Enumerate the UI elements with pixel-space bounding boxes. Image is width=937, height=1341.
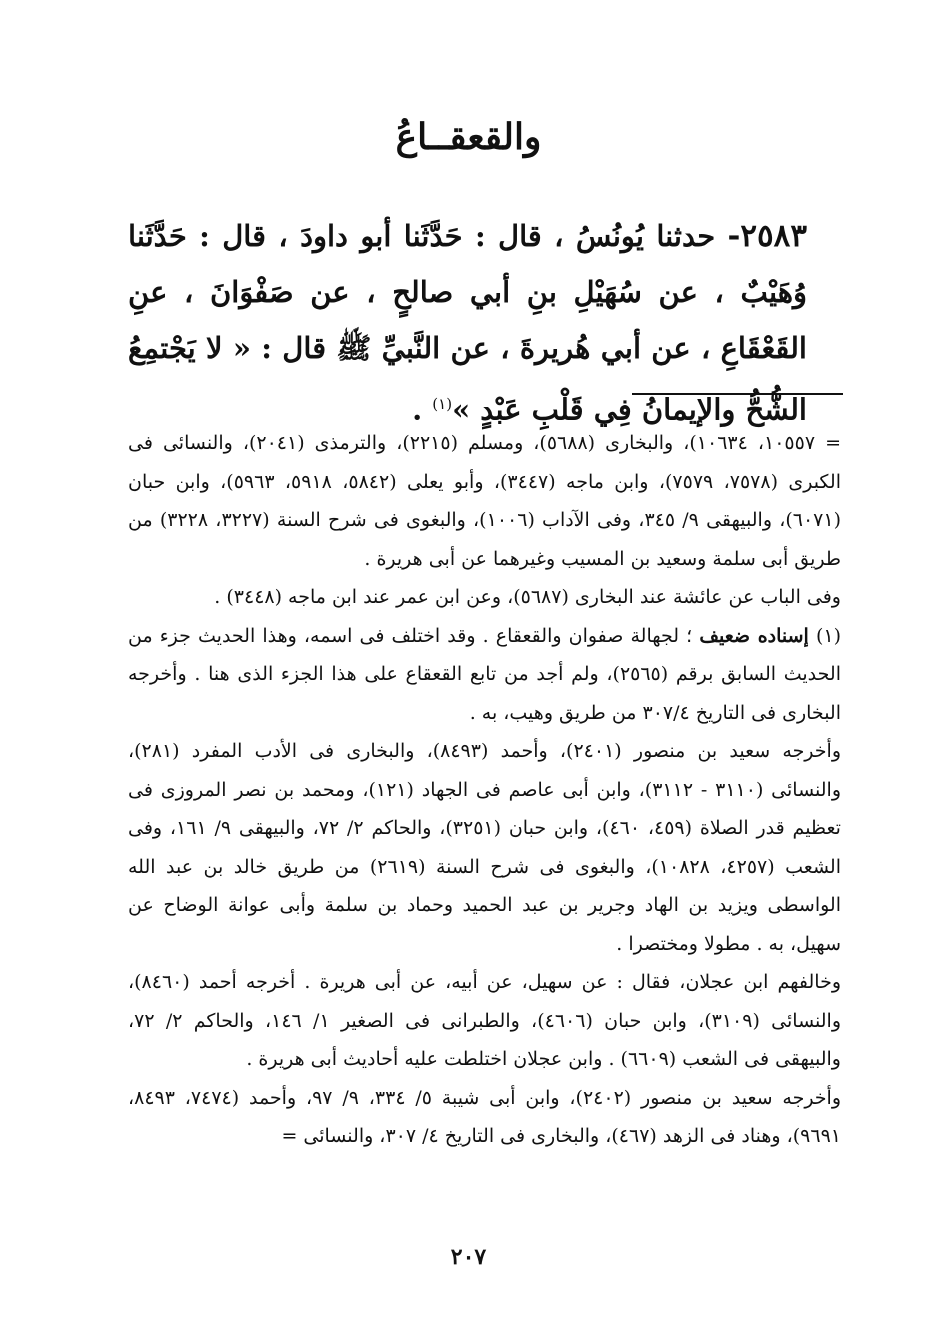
footnotes-section: [128, 424, 841, 1156]
hadith-number: ٢٥٨٣-: [727, 218, 807, 254]
hadith-text-block: [128, 208, 807, 438]
footnote-1-number: (١): [815, 624, 842, 647]
footnote-separator-line: [632, 393, 843, 395]
section-heading: والقعقــاعُ: [395, 116, 542, 158]
hadith-end-punctuation: .: [412, 392, 433, 427]
page-number: ٢٠٧: [450, 1244, 487, 1270]
footnote-paragraph-disagreement: وخالفهم ابن عجلان، فقال : عن سهيل، عن أبيه، عن أبى هريرة . أخرجه أحمد (٨٤٦٠)، والنسائى (٣١٠٩)، وابن حبان (٤٦٠٦)، والطبرانى فى الصغير ١/ ١٤٦، والحاكم ٢/ ٧٢، والبيهقى فى الشعب (٦٦٠٩) . وابن عجلان اختلطت عليه أحاديث أبى هريرة .: [128, 971, 841, 1070]
footnote-paragraph-continues: وأخرجه سعيد بن منصور (٢٤٠٢)، وابن أبى شيبة ٥/ ٣٣٤، ٩/ ٩٧، وأحمد (٧٤٧٤، ٨٤٩٣، ٩٦٩١)، وهناد فى الزهد (٤٦٧)، والبخارى فى التاريخ ٤/ ٣٠٧، والنسائى =: [128, 1086, 842, 1147]
footnote-paragraph-related-chapter: وفى الباب عن عائشة عند البخارى (٥٦٨٧)، وعن ابن عمر عند ابن ماجه (٣٤٤٨) .: [214, 586, 841, 608]
footnote-marker: (١): [432, 395, 453, 413]
hadith-text: حدثنا يُونُسُ ، قال : حَدَّثَنا أبو داودَ ، قال : حَدَّثَنا وُهَيْبٌ ، عن سُهَيْلِ بنِ أبي صالحٍ ، عن صَفْوَانَ ، عنِ القَعْقَاعِ ، عن أبي هُريرةَ ، عن النَّبيِّ ﷺ قال : « لا يَجْتمِعُ الشُّحُّ والإيمانُ فِي قَلْبِ عَبْدٍ »: [128, 219, 807, 427]
footnote-1-text: ؛ لجهالة صفوان والقعقاع . وقد اختلف فى اسمه، وهذا الحديث جزء من الحديث السابق برقم (٢٥٦٥)، ولم أجد من تابع القعقاع على هذا الجزء الذى هنا . وأخرجه البخارى فى التاريخ ٣٠٧/٤ من طريق وهيب، به .: [128, 624, 841, 724]
footnote-1-paragraph: [128, 617, 841, 733]
footnote-paragraph-takhrij: وأخرجه سعيد بن منصور (٢٤٠١)، وأحمد (٨٤٩٣)، والبخارى فى الأدب المفرد (٢٨١)، والنسائى (٣١١٠ - ٣١١٢)، وابن أبى عاصم فى الجهاد (١٢١)، ومحمد بن نصر المروزى فى تعظيم قدر الصلاة (٤٥٩، ٤٦٠)، وابن حبان (٣٢٥١)، والحاكم ٢/ ٧٢، والبيهقى ٩/ ١٦١، وفى الشعب (٤٢٥٧، ١٠٨٢٨)، والبغوى فى شرح السنة (٢٦١٩) من طريق خالد بن عبد الله الواسطى ويزيد بن الهاد وجرير بن عبد الحميد وحماد بن سلمة وأبى عوانة الوضاح عن سهيل، به . مطولا ومختصرا .: [128, 740, 842, 955]
footnote-continuation-paragraph: = ١٠٥٥٧، ١٠٦٣٤)، والبخارى (٥٦٨٨)، ومسلم (٢٢١٥)، والترمذى (٢٠٤١)، والنسائى فى الكبرى (٧٥٧٨، ٧٥٧٩)، وابن ماجه (٣٤٤٧)، وأبو يعلى (٥٨٤٢، ٥٩١٨، ٥٩٦٣)، وابن حبان (٦٠٧١)، والبيهقى ٩/ ٣٤٥، وفى الآداب (١٠٠٦)، والبغوى فى شرح السنة (٣٢٢٧، ٣٢٢٨) من طريق أبى سلمة وسعيد بن المسيب وغيرهما عن أبى هريرة .: [128, 432, 842, 570]
footnote-1-grading: إسناده ضعيف: [699, 624, 809, 647]
